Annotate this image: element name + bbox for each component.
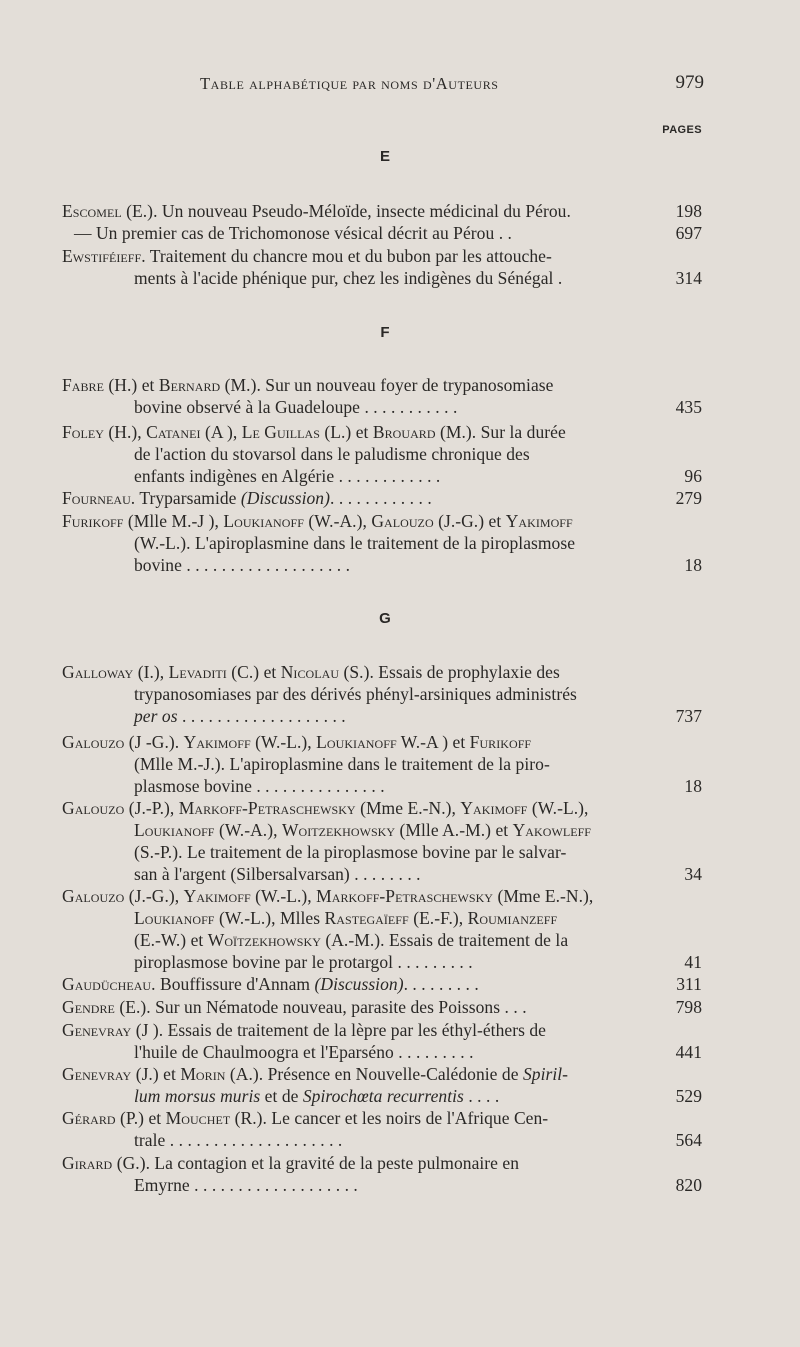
entry-line	[62, 797, 702, 819]
page-reference: 697	[675, 223, 702, 243]
species-name: Spiril-	[522, 1064, 569, 1084]
entry-line	[62, 1152, 702, 1174]
entry-text: (A.-M.). Essais de traitement de la	[320, 930, 569, 950]
author-name: Ewstiféieff	[62, 246, 142, 266]
entry-text: (Mme E.-N.),	[355, 798, 461, 818]
entry-text: W.-A ) et	[396, 732, 470, 752]
section-letter-e: E	[379, 148, 390, 165]
page-reference: 279	[675, 488, 702, 508]
index-entry	[62, 1107, 702, 1151]
author-name: Gaudücheau	[62, 974, 152, 994]
entry-text: (A ),	[200, 422, 242, 442]
author-name: Mouchet	[165, 1108, 231, 1128]
page-reference: 435	[675, 397, 702, 417]
entry-text: et de	[260, 1086, 303, 1106]
entry-line	[62, 1085, 702, 1107]
page-reference: 96	[684, 466, 702, 486]
leader-dots: . . . . . . . . . . . . . . . . . . .	[177, 706, 346, 726]
page-reference: 820	[675, 1175, 702, 1195]
entry-text: san à l'argent (Silbersalvarsan)	[134, 864, 350, 884]
entry-line	[62, 1174, 702, 1196]
author-name: Woitzekhowsky	[281, 820, 396, 840]
entry-line	[62, 245, 702, 267]
author-name: Galouzo	[62, 732, 125, 752]
page-reference: 798	[675, 997, 702, 1017]
entry-line	[62, 267, 702, 289]
index-entry	[62, 1063, 702, 1107]
author-name: Loukianoff	[134, 908, 215, 928]
discussion-label: (Discussion)	[314, 974, 404, 994]
author-name: Yakimoff	[183, 732, 251, 752]
entry-text: (M.). Sur un nouveau foyer de trypanosomiase	[220, 375, 554, 395]
entry-text: — Un premier cas de Trichomonose vésical décrit au Pérou	[74, 223, 495, 243]
author-name: Loukianoff	[223, 511, 304, 531]
entry-text: (Mme E.-N.),	[493, 886, 594, 906]
author-name: Yakimoff	[183, 886, 251, 906]
entry-text: piroplasmose bovine par le protargol	[134, 952, 394, 972]
entry-text: . Bouffissure d'Annam	[151, 974, 315, 994]
leader-dots: . . . . . . . . . . . . . . . . . . .	[189, 1175, 358, 1195]
entry-text: (R.). Le cancer et les noirs de l'Afrique Cen-	[230, 1108, 549, 1128]
entry-line	[62, 929, 702, 951]
entry-text: (E.). Un nouveau Pseudo-Méloïde, insecte médicinal du Pérou.	[121, 201, 571, 221]
entry-line	[62, 951, 702, 973]
entry-text: (W.-L.),	[250, 886, 317, 906]
entry-text: (W.-A.),	[214, 820, 282, 840]
author-name: Gérard	[62, 1108, 116, 1128]
leader-dots: . . . . . . . . . . . .	[334, 466, 441, 486]
page-reference: 311	[676, 974, 702, 994]
entry-text: (Mlle A.-M.) et	[395, 820, 513, 840]
entry-line	[62, 1129, 702, 1151]
entry-text: (J -G.).	[124, 732, 184, 752]
entry-line	[62, 705, 702, 727]
pages-column-label: PAGES	[662, 124, 702, 136]
entry-text: plasmose bovine	[134, 776, 252, 796]
entry-text: (M.). Sur la durée	[435, 422, 566, 442]
index-entry	[62, 797, 702, 885]
leader-dots: . . . . . . . . . . . . . . . . . . .	[181, 555, 351, 575]
leader-dots: . . . . . . . . .	[393, 1042, 474, 1062]
index-entry	[62, 1019, 702, 1063]
index-entry	[62, 510, 702, 576]
section-letter-f: F	[380, 324, 390, 341]
entry-text: (H.) et	[104, 375, 159, 395]
page-reference: 198	[675, 201, 702, 221]
author-name: Genevray	[62, 1064, 132, 1084]
entry-line	[62, 753, 702, 775]
entry-line	[62, 775, 702, 797]
author-name: Roumianzeff	[467, 908, 558, 928]
author-name: Girard	[62, 1153, 113, 1173]
author-name: Fourneau	[62, 488, 131, 508]
index-entry	[62, 996, 702, 1018]
leader-dots: . . . . . . . . . . . . . . . . . . . .	[165, 1130, 343, 1150]
entry-text: . Tryparsamide	[130, 488, 241, 508]
entry-text: (J.) et	[131, 1064, 181, 1084]
entry-line	[62, 396, 702, 418]
entry-line	[62, 973, 702, 995]
entry-line	[62, 465, 702, 487]
index-entry	[62, 973, 702, 995]
entry-line	[62, 841, 702, 863]
index-entry	[62, 885, 702, 973]
author-name: Foley	[62, 422, 104, 442]
entry-line	[62, 421, 702, 443]
entry-line	[62, 731, 702, 753]
entry-text: ments à l'acide phénique pur, chez les indigènes du Sénégal	[134, 268, 554, 288]
author-name: Yakimoff	[505, 511, 573, 531]
entry-text: (W.-L.),	[527, 798, 589, 818]
author-name: Brouard	[372, 422, 436, 442]
entry-text: (H.),	[103, 422, 147, 442]
entry-text: (Mlle M.-J.). L'apiroplasmine dans le traitement de la piro-	[134, 754, 550, 774]
entry-line	[62, 554, 702, 576]
index-entry	[62, 245, 702, 289]
entry-text: (J ). Essais de traitement de la lèpre par les éthyl-éthers de	[131, 1020, 546, 1040]
leader-dots: . . . . . . . . . . . . . . .	[251, 776, 385, 796]
entry-line	[62, 487, 702, 509]
species-name: Spirochœta recurrentis	[302, 1086, 464, 1106]
author-name: Escomel	[62, 201, 122, 221]
entry-text: (W.-L.), Mlles	[214, 908, 325, 928]
entry-line	[62, 885, 702, 907]
entry-line	[62, 1019, 702, 1041]
entry-line	[62, 532, 702, 554]
author-name: Yakowleff	[512, 820, 592, 840]
index-entry	[62, 374, 702, 418]
author-name: Rastegaïeff	[324, 908, 409, 928]
entry-text: enfants indigènes en Algérie	[134, 466, 335, 486]
entry-text: . Traitement du chancre mou et du bubon par les attouche-	[141, 246, 552, 266]
entry-line	[62, 200, 702, 222]
leader-dots: . . . . . . . .	[349, 864, 421, 884]
author-name: Nicolau	[280, 662, 340, 682]
leader-dots: . . . . . . . . . . .	[360, 397, 458, 417]
entry-text: (G.). La contagion et la gravité de la peste pulmonaire en	[112, 1153, 520, 1173]
entry-text: (W.-L.). L'apiroplasmine dans le traitement de la piroplasmose	[134, 533, 576, 553]
entry-text: de l'action du stovarsol dans le paludisme chronique des	[134, 444, 530, 464]
author-name: Galloway	[62, 662, 134, 682]
author-name: Furikoff	[62, 511, 124, 531]
leader-dots: . . . . . . . . .	[393, 952, 473, 972]
page-reference: 564	[675, 1130, 702, 1150]
author-name: Markoff-Petraschewsky	[178, 798, 356, 818]
author-name: Gendre	[62, 997, 115, 1017]
entry-text: bovine observé à la Guadeloupe	[134, 397, 361, 417]
author-name: Woïtzekhowsky	[207, 930, 321, 950]
entry-text: (A.). Présence en Nouvelle-Calédonie de	[225, 1064, 523, 1084]
entry-line	[62, 1041, 702, 1063]
entry-text: (S.). Essais de prophylaxie des	[339, 662, 560, 682]
author-name: Levaditi	[168, 662, 227, 682]
running-head	[0, 74, 800, 100]
entry-text: (J.-G.) et	[433, 511, 506, 531]
page-reference: 441	[675, 1042, 702, 1062]
author-name: Galouzo	[371, 511, 434, 531]
entry-line	[62, 819, 702, 841]
entry-line	[62, 683, 702, 705]
leader-dots: . . . . . . . . .	[403, 974, 479, 994]
leader-dots: . . . . . . . . . . . .	[330, 488, 432, 508]
entry-text: trypanosomiases par des dérivés phényl-arsiniques administrés	[134, 684, 577, 704]
author-name: Yakimoff	[460, 798, 528, 818]
entry-text: (E.). Sur un Nématode nouveau, parasite des Poissons	[114, 997, 501, 1017]
entry-text: (E.-F.),	[408, 908, 468, 928]
author-name: Galouzo	[62, 798, 125, 818]
leader-dots: . .	[494, 223, 512, 243]
entry-text: (C.) et	[226, 662, 281, 682]
species-name: lum morsus muris	[134, 1086, 261, 1106]
section-letter-g: G	[379, 610, 391, 627]
index-entry	[62, 661, 702, 727]
author-name: Loukianoff	[316, 732, 397, 752]
index-entry	[62, 1152, 702, 1196]
entry-line	[62, 907, 702, 929]
page-reference: 41	[684, 952, 702, 972]
index-entry	[62, 487, 702, 509]
author-name: Markoff-Petraschewsky	[316, 886, 494, 906]
author-name: Furikoff	[469, 732, 532, 752]
entry-text: Emyrne	[134, 1175, 190, 1195]
page-reference: 314	[675, 268, 702, 288]
entry-line	[62, 661, 702, 683]
running-title: Table alphabétique par noms d'Auteurs	[200, 74, 499, 93]
page-number: 979	[675, 72, 704, 93]
page-reference: 529	[675, 1086, 702, 1106]
entry-text: (J.-G.),	[124, 886, 184, 906]
author-name: Loukianoff	[134, 820, 215, 840]
entry-line	[62, 374, 702, 396]
author-name: Catanei	[146, 422, 201, 442]
page-reference: 737	[675, 706, 702, 726]
entry-line	[62, 996, 702, 1018]
page-reference: 18	[684, 555, 702, 575]
author-name: Genevray	[62, 1020, 132, 1040]
entry-text: (S.-P.). Le traitement de la piroplasmose bovine par le salvar-	[134, 842, 567, 862]
entry-line	[62, 222, 702, 244]
leader-dots: . . . .	[463, 1086, 500, 1106]
index-entry	[62, 222, 702, 244]
index-entry	[62, 421, 702, 487]
page-reference: 34	[684, 864, 702, 884]
entry-text: (L.) et	[319, 422, 373, 442]
author-name: Morin	[180, 1064, 226, 1084]
author-name: Galouzo	[62, 886, 125, 906]
author-name: Bernard	[158, 375, 221, 395]
page-reference: 18	[684, 776, 702, 796]
entry-line	[62, 1107, 702, 1129]
author-name: Fabre	[62, 375, 104, 395]
entry-text: per os	[134, 706, 178, 726]
entry-text: l'huile de Chaulmoogra et l'Eparséno	[134, 1042, 394, 1062]
entry-text: (Mlle M.-J ),	[123, 511, 224, 531]
entry-line	[62, 510, 702, 532]
entry-text: (E.-W.) et	[134, 930, 208, 950]
leader-dots: .	[553, 268, 563, 288]
leader-dots: . . .	[500, 997, 527, 1017]
entry-line	[62, 443, 702, 465]
index-entry	[62, 731, 702, 797]
entry-text: (P.) et	[115, 1108, 166, 1128]
entry-text: (W.-A.),	[303, 511, 372, 531]
entry-text: (I.),	[133, 662, 169, 682]
author-name: Le Guillas	[241, 422, 320, 442]
entry-text: (W.-L.),	[250, 732, 317, 752]
entry-text: trale	[134, 1130, 166, 1150]
entry-line	[62, 863, 702, 885]
entry-line	[62, 1063, 702, 1085]
entry-text: bovine	[134, 555, 182, 575]
entry-text: (J.-P.),	[124, 798, 179, 818]
discussion-label: (Discussion)	[240, 488, 330, 508]
index-entry	[62, 200, 702, 222]
